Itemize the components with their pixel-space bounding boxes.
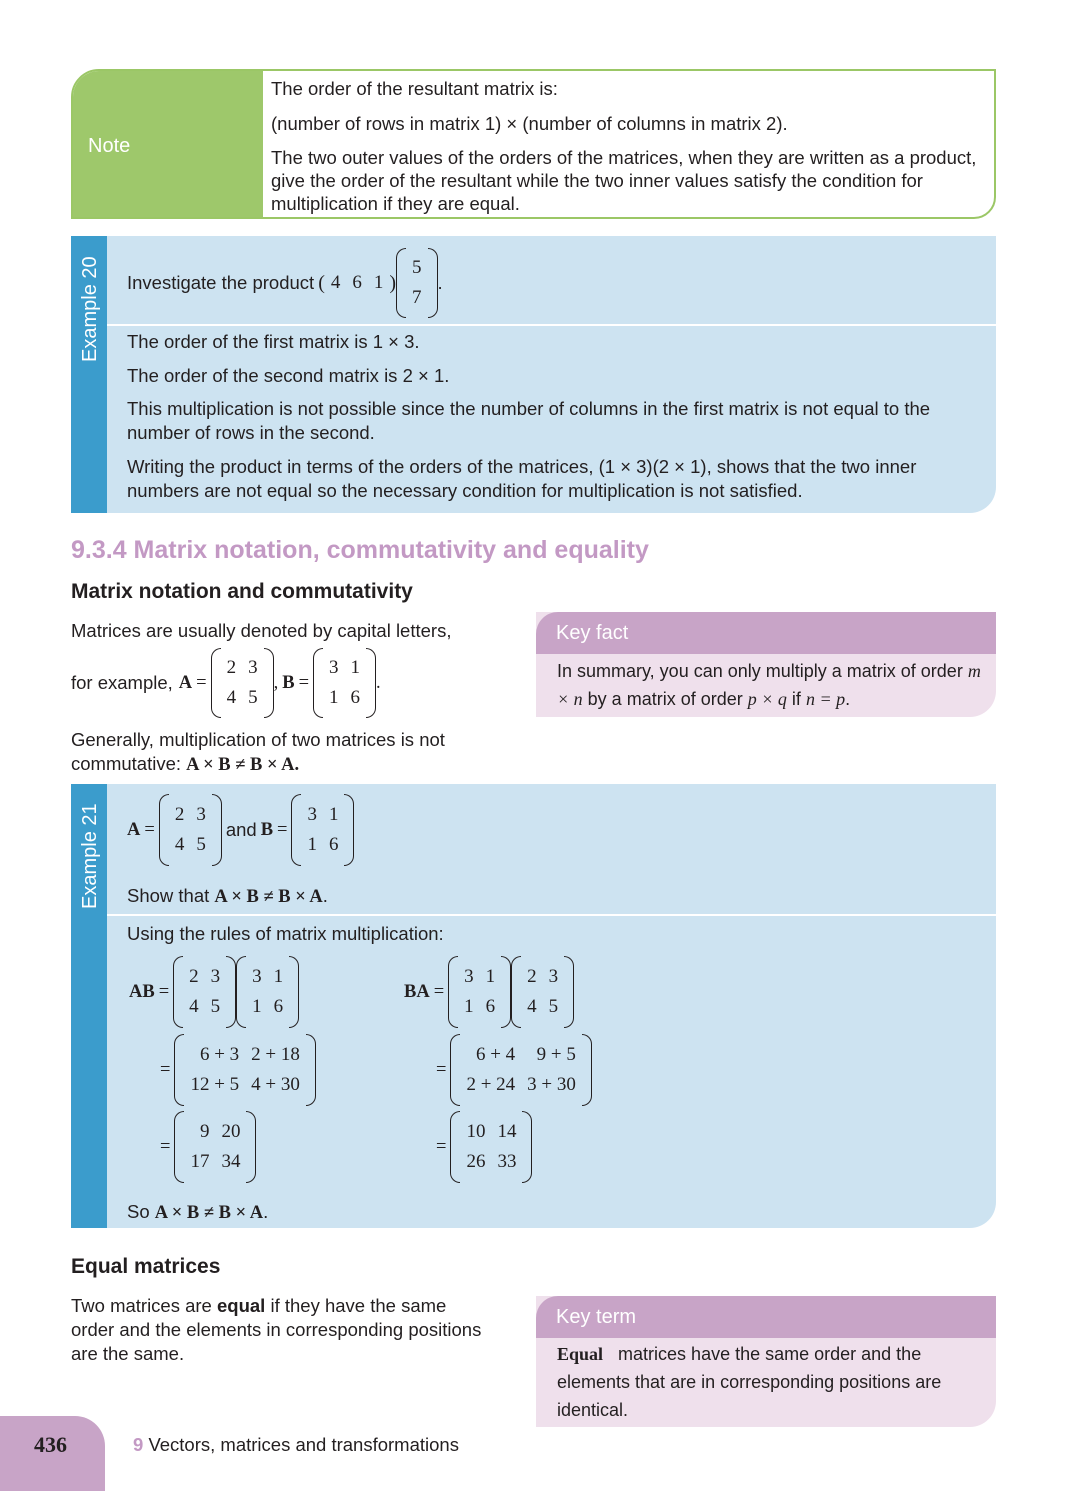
- key-fact-end: .: [845, 689, 851, 709]
- ba-step-2: = 6 + 4 9 + 5 2 + 24 3 + 30: [436, 1034, 592, 1106]
- para-commutative-text-1: Generally, multiplication of two matrices is not: [71, 729, 445, 750]
- matrix-cell: 4 + 30: [251, 1074, 300, 1095]
- matrix-cell: 3: [196, 804, 206, 825]
- matrix-cell: 3 + 30: [527, 1074, 576, 1095]
- ba-step-3: = 10 14 26 33: [436, 1111, 532, 1183]
- example-20-strip: [71, 236, 107, 513]
- matrix-cell: 2 + 18: [251, 1044, 300, 1065]
- ab-step-2: = 6 + 3 2 + 18 12 + 5 4 + 30: [160, 1034, 316, 1106]
- matrix-cell: 1: [464, 996, 474, 1017]
- para-commutative: [71, 728, 511, 777]
- example-20-label: Example 20: [79, 256, 101, 362]
- chapter-number: 9: [133, 1434, 144, 1455]
- example-21-show: Show that A × B ≠ B × A.: [127, 885, 328, 907]
- matrix-cell: 14: [497, 1121, 517, 1142]
- matrix-cell: 6: [350, 687, 361, 708]
- key-fact-pq: p × q: [747, 689, 787, 709]
- note-line-1: The order of the resultant matrix is:: [271, 78, 558, 99]
- so-text: So: [127, 1201, 150, 1222]
- matrix-cell: 10: [466, 1121, 486, 1142]
- matrix-cell: 6: [328, 834, 339, 855]
- matrix-cell: 6: [273, 996, 284, 1017]
- example-20-line-2: The order of the second matrix is 2 × 1.: [127, 365, 450, 386]
- matrix-cell: 7: [412, 287, 422, 308]
- note-line-2: (number of rows in matrix 1) × (number of columns in matrix 2).: [271, 113, 788, 134]
- key-fact-mn: m × n: [557, 661, 981, 709]
- ab-step-3: = 9 20 17 34: [160, 1111, 256, 1183]
- key-fact-text-3: if: [791, 689, 801, 709]
- and-text: and: [225, 819, 257, 840]
- key-fact-text-2: by a matrix of order: [587, 689, 743, 709]
- key-fact-header: [536, 612, 996, 654]
- matrix-B: [236, 956, 299, 1028]
- matrix-cell: 33: [497, 1151, 517, 1172]
- matrix-cell: 1: [328, 804, 339, 825]
- rules-text: Using the rules of matrix multiplication:: [127, 923, 444, 944]
- para-notation: Matrices are usually denoted by capital letters,: [71, 620, 452, 641]
- subheading-equal: Equal matrices: [71, 1255, 221, 1278]
- commutative-expression: A × B ≠ B × A.: [186, 755, 300, 775]
- matrix-cell: 5: [210, 996, 221, 1017]
- key-term-title: Key term: [556, 1306, 637, 1328]
- example-21-conclusion: So A × B ≠ B × A.: [127, 1201, 269, 1223]
- example-20-line-1: The order of the first matrix is 1 × 3.: [127, 331, 420, 352]
- example-20-box: [71, 236, 996, 513]
- key-fact-box: [536, 612, 996, 717]
- para-equal-term: equal: [217, 1295, 266, 1316]
- ba-label: BA: [404, 982, 430, 1002]
- matrix-cell: 3: [210, 966, 221, 987]
- ab-label: AB: [129, 982, 155, 1002]
- matrix-cell: 5: [248, 687, 258, 708]
- chapter-title: Vectors, matrices and transformations: [148, 1434, 459, 1455]
- matrix-ba-result: [450, 1111, 532, 1183]
- matrix-cell: 4: [330, 272, 341, 293]
- matrix-ba-expanded: [450, 1034, 591, 1106]
- section-heading: 9.3.4 Matrix notation, commutativity and equality: [71, 536, 649, 564]
- example-20-line-3: This multiplication is not possible since the number of columns in the first matrix is not equal to the number of rows in the second.: [127, 398, 931, 443]
- matrix-cell: 6 + 3: [199, 1044, 240, 1065]
- key-term-term: Equal: [557, 1344, 604, 1364]
- matrix-cell: 3: [464, 966, 474, 987]
- example-21-definitions: A = 2 3 4 5 and B = 3 1 1 6: [127, 794, 354, 866]
- example-matrices-line: for example, A = 2 3 4 5 , B = 3 1 1 6 .: [71, 648, 381, 718]
- key-term-box: [536, 1296, 996, 1427]
- matrix-cell: 1: [373, 272, 384, 293]
- matrix-cell: 34: [221, 1151, 241, 1172]
- matrix-cell: 9: [199, 1121, 210, 1142]
- matrix-cell: 2: [527, 966, 537, 987]
- matrix-cell: 3: [252, 966, 262, 987]
- key-term-header: [536, 1296, 996, 1338]
- matrix-cell: 4: [226, 687, 237, 708]
- matrix-B: [291, 794, 354, 866]
- matrix-A: [211, 648, 274, 718]
- matrix-cell: 5: [412, 257, 422, 278]
- matrix-cell: 9 + 5: [536, 1044, 576, 1065]
- matrix-cell: 6: [352, 272, 362, 293]
- key-term-text: [557, 1340, 987, 1424]
- example-21-divider: [107, 914, 996, 916]
- matrix-ab-result: [174, 1111, 256, 1183]
- para-commutative-text-2: commutative:: [71, 753, 182, 774]
- example-20-divider: [107, 324, 996, 326]
- example-21-label: Example 21: [79, 803, 101, 909]
- column-vector-matrix: [396, 248, 438, 318]
- matrix-cell: 1: [307, 834, 317, 855]
- matrix-cell: 3: [307, 804, 317, 825]
- key-fact-title: Key fact: [556, 622, 629, 644]
- matrix-ab-expanded: [174, 1034, 315, 1106]
- matrix-B: [313, 648, 376, 718]
- matrix-A: [173, 956, 236, 1028]
- note-line-3: The two outer values of the orders of the matrices, when they are written as a product, give the order of the resultant while the two inner values satisfy the condition for multiplication if they are equal.: [271, 147, 977, 214]
- matrix-cell: 17: [190, 1151, 210, 1172]
- key-fact-text-1: In summary, you can only multiply a matrix of order: [557, 661, 963, 681]
- matrix-A: [159, 794, 222, 866]
- matrix-cell: 1: [273, 966, 284, 987]
- matrix-cell: 26: [466, 1151, 486, 1172]
- key-fact-condition: n = p: [805, 689, 846, 709]
- row-vector-matrix: ( 4 6 1 ): [318, 268, 396, 298]
- matrix-cell: 4: [527, 996, 537, 1017]
- example-20-line-4: Writing the product in terms of the orders of the matrices, (1 × 3)(2 × 1), shows that the two inner numbers are not equal so the necessary condition for multiplication is not satisfied.: [127, 456, 917, 501]
- ab-step-1: AB = 2 3 4 5 3 1 1 6: [129, 956, 299, 1028]
- matrix-cell: 4: [189, 996, 199, 1017]
- for-example-text: for example,: [71, 672, 173, 693]
- page-number: 436: [34, 1432, 67, 1457]
- matrix-cell: 1: [329, 687, 339, 708]
- matrix-cell: 20: [221, 1121, 241, 1142]
- matrix-cell: 2: [189, 966, 199, 987]
- para-equal-text-2: if they have the same order and the elements in corresponding positions are the same.: [71, 1295, 482, 1364]
- matrix-cell: 5: [196, 834, 206, 855]
- matrix-cell: 1: [485, 966, 496, 987]
- note-label: Note: [88, 135, 131, 157]
- matrix-cell: 2: [226, 657, 237, 678]
- note-box: [71, 69, 996, 219]
- matrix-cell: 3: [329, 657, 339, 678]
- matrix-cell: 3: [248, 657, 258, 678]
- matrix-cell: 2 + 24: [466, 1074, 516, 1095]
- example-20-question: Investigate the product ( 4 6 1 ) 5 7 .: [127, 248, 443, 318]
- example-20-prompt: Investigate the product: [127, 272, 315, 293]
- para-equal-text-1: Two matrices are: [71, 1295, 212, 1316]
- matrix-cell: 1: [350, 657, 361, 678]
- so-expression: A × B ≠ B × A: [154, 1203, 264, 1223]
- matrix-cell: 5: [548, 996, 559, 1017]
- matrix-cell: 4: [174, 834, 185, 855]
- matrix-cell: 6 + 4: [475, 1044, 516, 1065]
- footer-chapter: [133, 1434, 459, 1456]
- matrix-cell: 2: [174, 804, 185, 825]
- matrix-cell: 3: [548, 966, 559, 987]
- matrix-cell: 1: [252, 996, 262, 1017]
- note-label-panel: [73, 71, 263, 217]
- para-equal: [71, 1294, 491, 1366]
- show-expression: A × B ≠ B × A: [214, 887, 323, 907]
- ba-step-1: BA = 3 1 1 6 2 3 4 5: [404, 956, 574, 1028]
- key-term-definition: matrices have the same order and the elements that are in corresponding positions are identical.: [557, 1344, 942, 1420]
- matrix-A: [511, 956, 574, 1028]
- show-text: Show that: [127, 885, 210, 906]
- matrix-B: [448, 956, 511, 1028]
- matrix-cell: 6: [485, 996, 496, 1017]
- subheading-notation: Matrix notation and commutativity: [71, 580, 413, 603]
- matrix-cell: 12 + 5: [190, 1074, 240, 1095]
- key-fact-text: [557, 657, 987, 713]
- example-21-box: [71, 784, 996, 1228]
- example-21-strip: [71, 784, 107, 1228]
